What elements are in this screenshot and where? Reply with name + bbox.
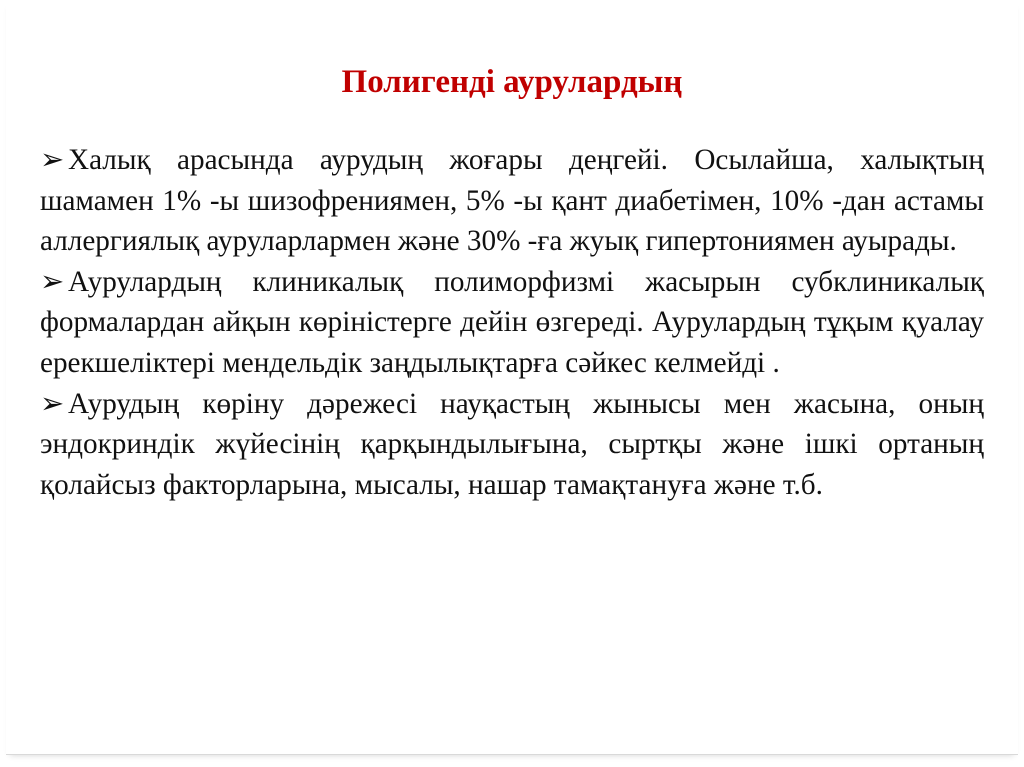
bullet-text-1: Халық арасында аурудың жоғары деңгейі. Осылайша, халықтың шамамен 1% -ы шизофрениямен, 5% -ы қант диабетімен, 10% -дан астамы аллергиялық ауруларлармен және 30% -ға жуық гипертониямен ауырады.	[40, 144, 984, 258]
slide-body	[40, 140, 984, 505]
arrow-bullet-icon: ➢	[40, 144, 65, 176]
slide-title: Полигенді аурулардың	[341, 64, 683, 100]
arrow-bullet-icon: ➢	[40, 265, 65, 298]
bullet-paragraph-3	[40, 384, 984, 506]
bullet-paragraph-2	[40, 262, 984, 384]
bullet-paragraph-1	[40, 140, 984, 262]
bullet-text-2: Аурулардың клиникалық полиморфизмі жасырын субклиникалық формалардан айқын көріністерге дейін өзгереді. Аурулардың тұқым қуалау ерекшеліктері мендельдік заңдылықтарға сәйкес келмейді .	[40, 265, 984, 379]
bullet-text-3: Аурудың көріну дәрежесі науқастың жынысы мен жасына, оның эндокриндік жүйесінің қарқындылығына, сыртқы және ішкі ортаның қолайсыз факторларына, мысалы, нашар тамақтануға және т.б.	[40, 387, 984, 501]
arrow-bullet-icon: ➢	[40, 387, 65, 420]
